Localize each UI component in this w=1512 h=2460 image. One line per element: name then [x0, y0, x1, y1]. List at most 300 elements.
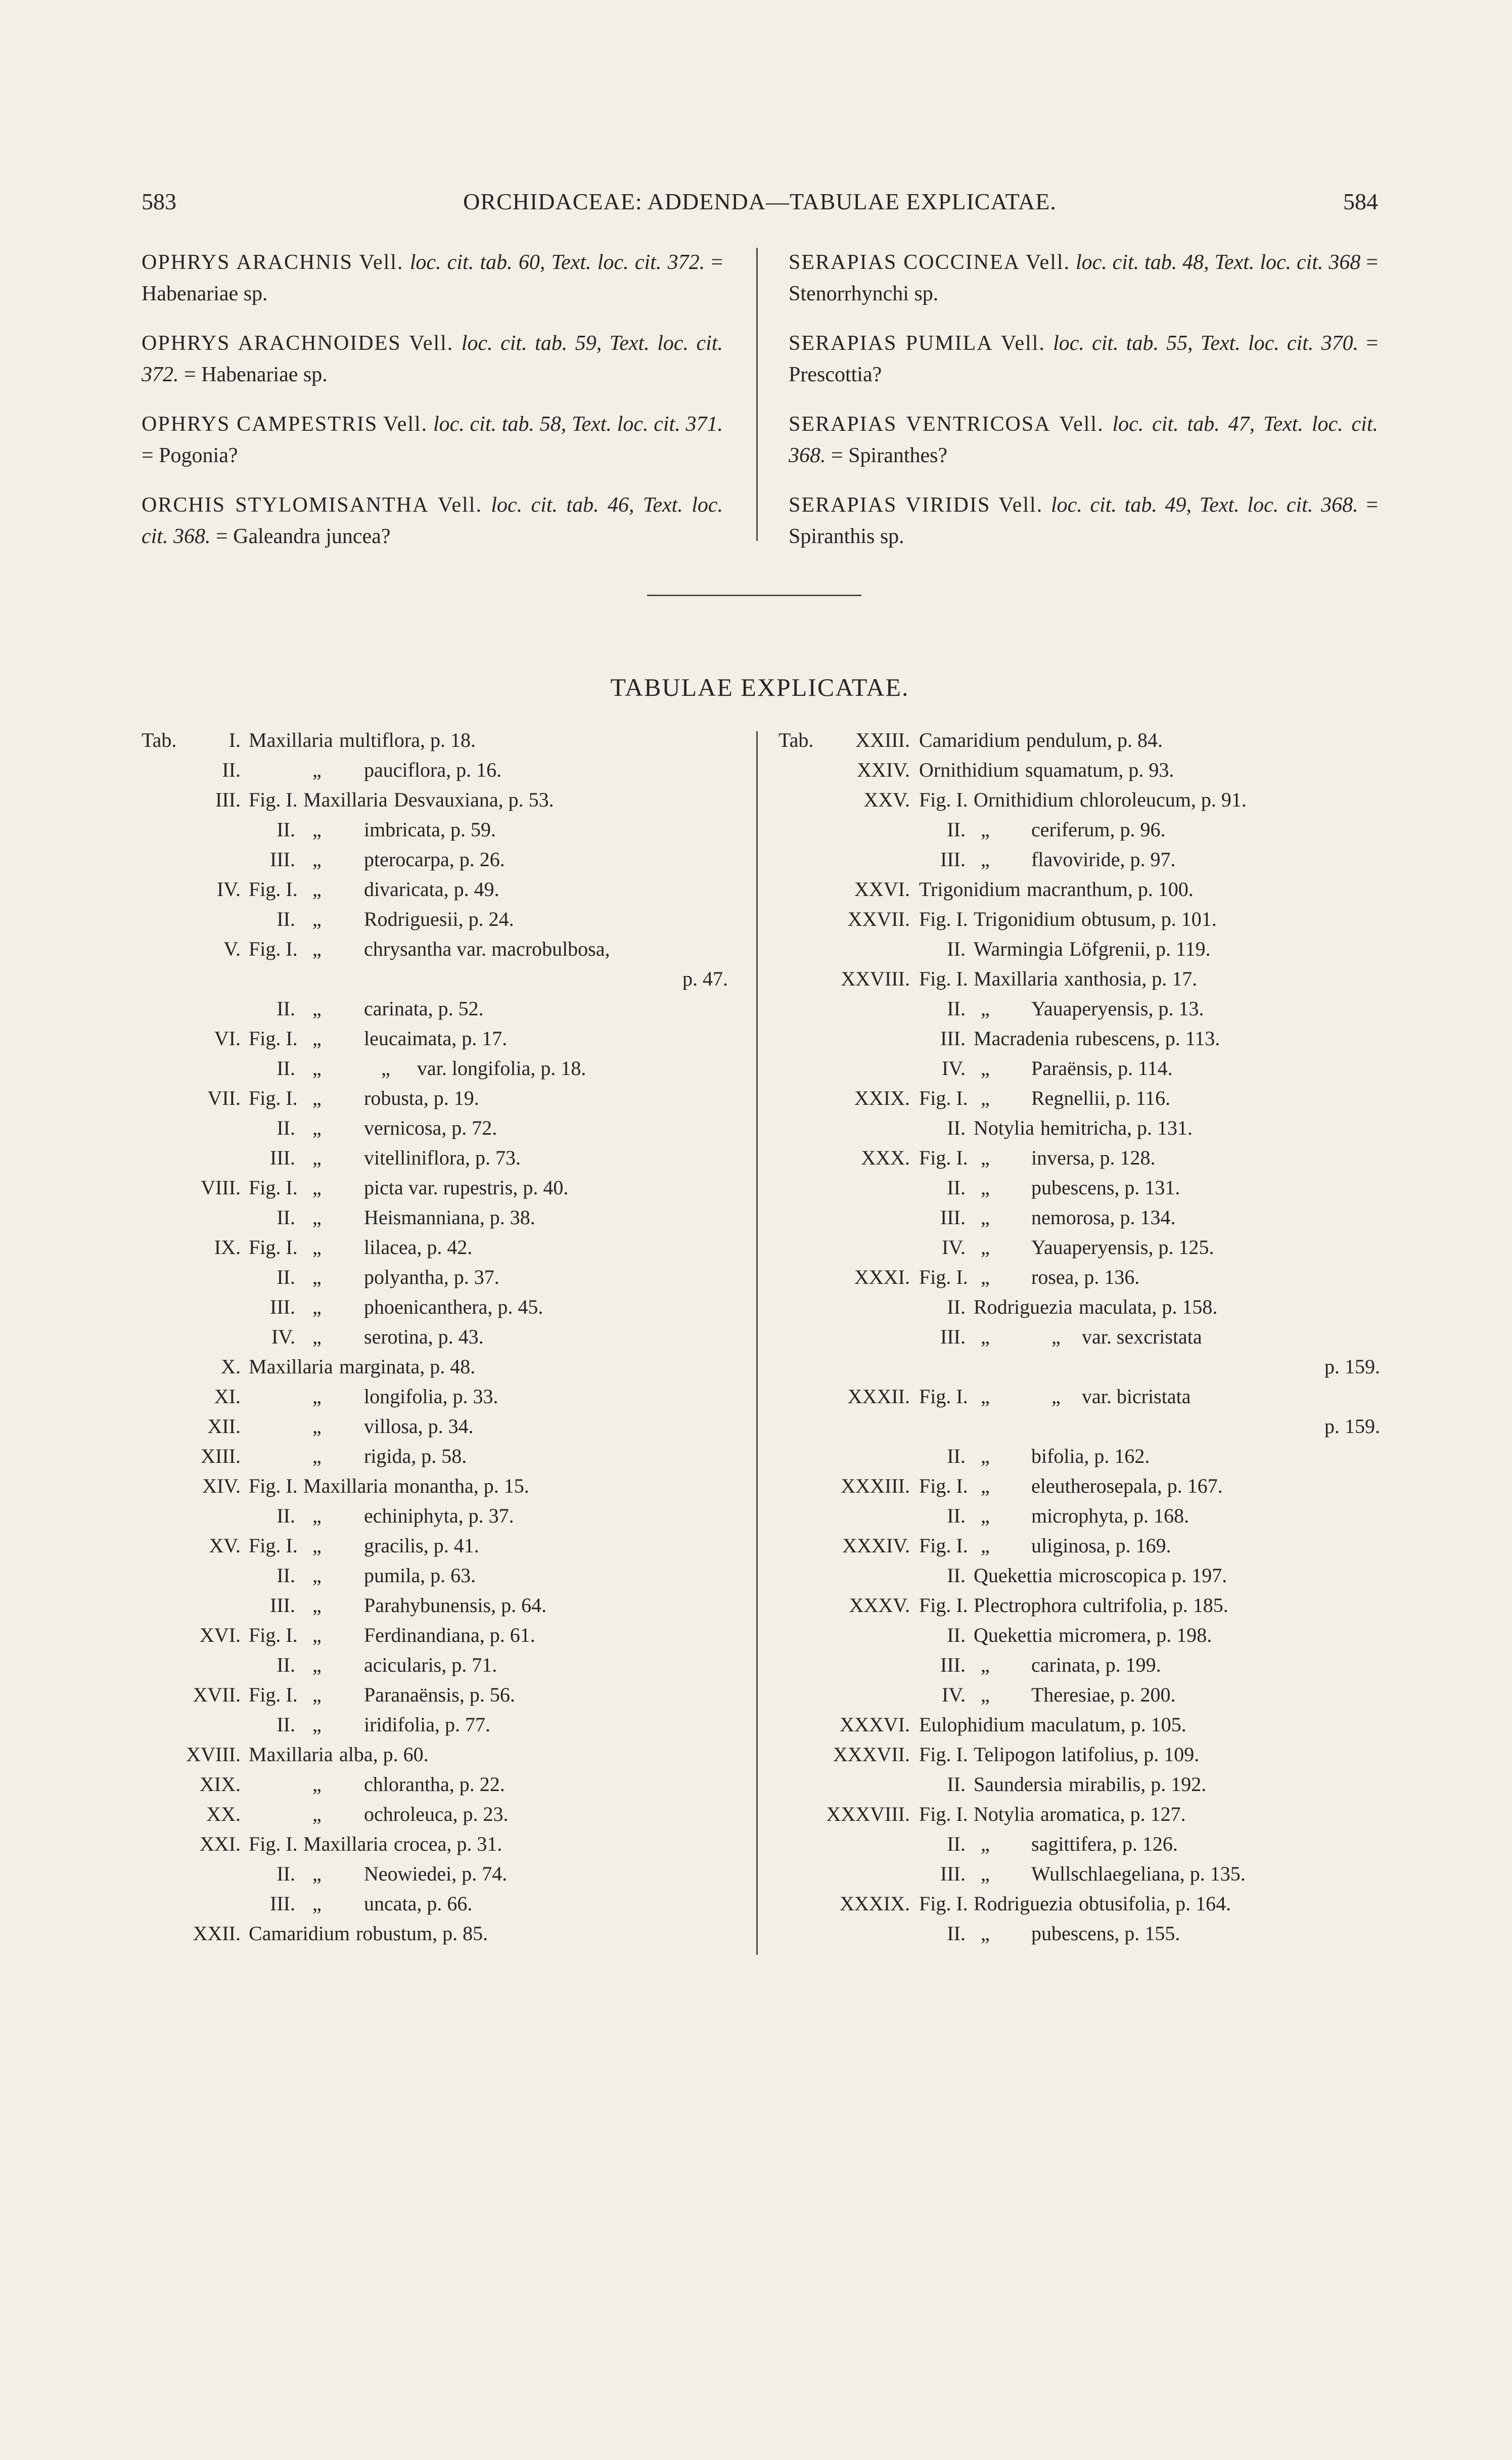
figure-number: III.: [940, 1206, 966, 1229]
species: microphyta, p. 168.: [1031, 1504, 1189, 1527]
species: chloroleucum, p. 91.: [1080, 788, 1247, 811]
species: hemitricha, p. 131.: [1040, 1116, 1193, 1139]
figure-number: III.: [270, 1594, 295, 1617]
species: Theresiae, p. 200.: [1031, 1683, 1176, 1706]
figure-number: II.: [947, 1832, 966, 1855]
figure-label: Fig. I.: [919, 1266, 968, 1288]
plate-number: VII.: [207, 1087, 241, 1109]
plate-number: X.: [221, 1355, 241, 1378]
plate-number: IV.: [216, 878, 241, 901]
plate-row: [778, 1235, 1380, 1265]
plate-row: [142, 1325, 728, 1355]
figure-label: Fig. I.: [249, 1087, 298, 1109]
plate-number: V.: [223, 937, 241, 960]
genus: Maxillaria: [249, 1743, 333, 1766]
species: Yauaperyensis, p. 125.: [1031, 1236, 1214, 1259]
plate-row: [142, 1116, 728, 1146]
plate-number: XVIII.: [186, 1743, 241, 1766]
figure-number: III.: [940, 1862, 966, 1885]
species: crocea, p. 31.: [394, 1832, 502, 1855]
plate-row: [142, 1205, 728, 1235]
species: Parahybunensis, p. 64.: [364, 1594, 547, 1617]
species: micromera, p. 198.: [1059, 1624, 1212, 1646]
addenda-entry: [789, 489, 1378, 552]
species: latifolius, p. 109.: [1062, 1743, 1200, 1766]
species: marginata, p. 48.: [339, 1355, 476, 1378]
plate-row: [778, 1265, 1380, 1295]
plate-number: I.: [228, 729, 241, 751]
plate-number: XXVIII.: [841, 967, 910, 990]
plate-number: IX.: [214, 1236, 241, 1259]
plate-number: XXII.: [193, 1922, 241, 1945]
figure-number: III.: [270, 1146, 295, 1169]
synonym: = Prescottia?: [789, 332, 1378, 386]
ditto-mark: „: [312, 1534, 322, 1557]
plate-row: [142, 1802, 728, 1832]
species: gracilis, p. 41.: [364, 1534, 479, 1557]
species: pubescens, p. 155.: [1031, 1922, 1180, 1945]
genus: Telipogon: [974, 1743, 1056, 1766]
species-name: SERAPIAS VIRIDIS: [789, 494, 991, 517]
synonym: = Spiranthes?: [831, 444, 948, 467]
species: rosea, p. 136.: [1031, 1266, 1140, 1288]
plate-row: [778, 1414, 1380, 1444]
plate-number: XXXI.: [854, 1266, 910, 1288]
ditto-mark: „: [981, 1474, 990, 1497]
ditto-mark: „: [981, 1922, 990, 1945]
ditto-mark: „: [981, 1504, 990, 1527]
genus: Ornithidium: [919, 758, 1019, 781]
genus: Maxillaria: [303, 1832, 388, 1855]
plate-row: [142, 1534, 728, 1563]
plate-number: XXXVIII.: [826, 1803, 910, 1825]
figure-label: Fig. I.: [919, 967, 968, 990]
species: ochroleuca, p. 23.: [364, 1803, 509, 1825]
plate-row: [142, 1713, 728, 1742]
plate-row: [142, 847, 728, 877]
figure-label: Fig. I.: [249, 1534, 298, 1557]
plate-row: [142, 1862, 728, 1892]
author: Vell.: [1059, 413, 1104, 436]
plates-column-right: [778, 728, 1380, 1951]
figure-number: II.: [277, 1564, 295, 1587]
plate-row: [778, 1892, 1380, 1921]
plate-row: [142, 1474, 728, 1504]
plate-row: [778, 758, 1380, 788]
figure-number: III.: [270, 1892, 295, 1915]
plate-row: [142, 1146, 728, 1176]
plate-row: [142, 877, 728, 907]
species: Paraënsis, p. 114.: [1031, 1057, 1173, 1080]
species: carinata, p. 52.: [364, 997, 484, 1020]
ditto-mark: „: [312, 937, 322, 960]
figure-label: Fig. I.: [249, 937, 298, 960]
variety: var. sexcristata: [1082, 1325, 1202, 1348]
genus: Camaridium: [249, 1922, 350, 1945]
plate-row: [142, 937, 728, 967]
figure-number: II.: [947, 1564, 966, 1587]
species-name: OPHRYS CAMPESTRIS: [142, 413, 378, 436]
ditto-mark: „: [312, 1206, 322, 1229]
figure-number: IV.: [941, 1683, 966, 1706]
author: Vell.: [359, 251, 404, 274]
species: imbricata, p. 59.: [364, 818, 496, 841]
figure-number: IV.: [271, 1325, 295, 1348]
plate-row: [142, 1414, 728, 1444]
ditto-mark: „: [312, 908, 322, 930]
figure-label: Fig. I.: [249, 1474, 298, 1497]
plate-row: [778, 997, 1380, 1026]
variety: var. bicristata: [1082, 1385, 1191, 1408]
ditto-mark: „: [312, 1266, 322, 1288]
addenda-entry: [789, 247, 1378, 309]
figure-label: Fig. I.: [249, 1832, 298, 1855]
column-divider-bottom: [756, 731, 758, 1955]
ditto-mark: „: [312, 878, 322, 901]
species: multiflora, p. 18.: [339, 729, 476, 751]
species: eleutherosepala, p. 167.: [1031, 1474, 1223, 1497]
species: pauciflora, p. 16.: [364, 758, 502, 781]
plate-number: XV.: [209, 1534, 241, 1557]
ditto-mark: „: [312, 1862, 322, 1885]
species: uliginosa, p. 169.: [1031, 1534, 1171, 1557]
ditto-mark: „: [1051, 1325, 1061, 1348]
genus: Rodriguezia: [974, 1295, 1073, 1318]
tab-label: Tab.: [778, 729, 814, 751]
plate-row: [778, 1056, 1380, 1086]
plate-row: [142, 1295, 728, 1325]
plate-row: [142, 967, 728, 997]
plate-row: [142, 1653, 728, 1683]
plate-row: [778, 788, 1380, 818]
species: Yauaperyensis, p. 13.: [1031, 997, 1204, 1020]
species: flavoviride, p. 97.: [1031, 848, 1176, 871]
figure-label: Fig. I.: [919, 908, 968, 930]
genus: Eulophidium: [919, 1713, 1025, 1736]
reference: loc. cit. tab. 60, Text. loc. cit. 372.: [409, 251, 705, 274]
reference: loc. cit. tab. 48, Text. loc. cit. 368: [1075, 251, 1361, 274]
genus: Maxillaria: [303, 1474, 388, 1497]
plate-row: [778, 1563, 1380, 1593]
species: carinata, p. 199.: [1031, 1653, 1161, 1676]
figure-number: II.: [277, 1504, 295, 1527]
species: alba, p. 60.: [339, 1743, 429, 1766]
ditto-mark: „: [312, 1564, 322, 1587]
figure-number: II.: [277, 1116, 295, 1139]
figure-label: Fig. I.: [249, 1176, 298, 1199]
plate-row: [778, 1742, 1380, 1772]
ditto-mark: „: [981, 1206, 990, 1229]
species: pterocarpa, p. 26.: [364, 848, 505, 871]
ditto-mark: „: [312, 818, 322, 841]
plate-number: XIV.: [202, 1474, 241, 1497]
ditto-mark: „: [312, 1504, 322, 1527]
plate-row: [142, 1265, 728, 1295]
species: robusta, p. 19.: [364, 1087, 479, 1109]
reference: loc. cit. tab. 49, Text. loc. cit. 368.: [1050, 494, 1358, 517]
species: Desvauxiana, p. 53.: [394, 788, 554, 811]
figure-number: II.: [277, 1653, 295, 1676]
plate-number: XX.: [206, 1803, 241, 1825]
plate-number: XXIII.: [855, 729, 910, 751]
plate-number: XXXII.: [847, 1385, 910, 1408]
plate-row: [142, 1593, 728, 1623]
plate-row: [778, 1534, 1380, 1563]
figure-number: II.: [947, 997, 966, 1020]
ditto-mark: „: [981, 1325, 990, 1348]
plate-row: [778, 967, 1380, 997]
figure-number: II.: [947, 1116, 966, 1139]
figure-number: II.: [947, 818, 966, 841]
reference: loc. cit. tab. 55, Text. loc. cit. 370.: [1053, 332, 1359, 355]
plate-row: [142, 1683, 728, 1713]
genus: Camaridium: [919, 729, 1020, 751]
plate-row: [778, 728, 1380, 758]
ditto-mark: „: [312, 1385, 322, 1408]
genus: Notylia: [974, 1116, 1034, 1139]
species: villosa, p. 34.: [364, 1415, 474, 1438]
plate-row: [142, 1384, 728, 1414]
plate-row: [142, 1504, 728, 1534]
plate-row: [778, 1623, 1380, 1653]
plate-number: VI.: [214, 1027, 241, 1050]
figure-number: IV.: [941, 1057, 966, 1080]
plate-number: XVI.: [199, 1624, 241, 1646]
plate-row: [778, 1802, 1380, 1832]
ditto-mark: „: [312, 1653, 322, 1676]
addenda-entry: [142, 247, 723, 309]
species: cultrifolia, p. 185.: [1083, 1594, 1228, 1617]
plate-number: XXV.: [863, 788, 910, 811]
figure-number: II.: [947, 1176, 966, 1199]
species: longifolia, p. 33.: [364, 1385, 498, 1408]
species: mirabilis, p. 192.: [1069, 1773, 1207, 1796]
genus: Warmingia: [974, 937, 1063, 960]
figure-number: II.: [947, 1773, 966, 1796]
species: ceriferum, p. 96.: [1031, 818, 1166, 841]
figure-number: II.: [277, 1713, 295, 1736]
figure-label: Fig. I.: [249, 1624, 298, 1646]
figure-label: Fig. I.: [919, 788, 968, 811]
ditto-mark: „: [981, 1146, 990, 1169]
species: xanthosia, p. 17.: [1064, 967, 1198, 990]
genus: Trigonidium: [919, 878, 1021, 901]
plate-row: [778, 1474, 1380, 1504]
plate-number: XII.: [207, 1415, 241, 1438]
running-title: ORCHIDACEAE: ADDENDA—TABULAE EXPLICATAE.: [463, 189, 1057, 214]
figure-number: II.: [947, 1624, 966, 1646]
plate-row: [778, 1205, 1380, 1235]
section-title: TABULAE EXPLICATAE.: [610, 673, 909, 701]
ditto-mark: „: [312, 758, 322, 781]
species: monantha, p. 15.: [394, 1474, 529, 1497]
species: sagittifera, p. 126.: [1031, 1832, 1178, 1855]
plate-row: [778, 1116, 1380, 1146]
ditto-mark: „: [312, 1027, 322, 1050]
plate-row: [142, 1026, 728, 1056]
plate-number: II.: [222, 758, 241, 781]
species: robustum, p. 85.: [356, 1922, 488, 1945]
species: maculatum, p. 105.: [1031, 1713, 1186, 1736]
plate-number: XXXIX.: [840, 1892, 910, 1915]
plate-row: [142, 1772, 728, 1802]
species: uncata, p. 66.: [364, 1892, 473, 1915]
genus: Macradenia: [974, 1027, 1069, 1050]
species: iridifolia, p. 77.: [364, 1713, 490, 1736]
plate-row: [142, 997, 728, 1026]
plate-row: [778, 1504, 1380, 1534]
genus: Trigonidium: [974, 908, 1075, 930]
plates-column-left: [142, 728, 728, 1951]
ditto-mark: „: [312, 1415, 322, 1438]
plate-row: [778, 1146, 1380, 1176]
species-name: ORCHIS STYLOMISANTHA: [142, 494, 429, 517]
species: nemorosa, p. 134.: [1031, 1206, 1176, 1229]
plate-row: [142, 1235, 728, 1265]
reference: loc. cit. tab. 59, Text. loc. cit. 372.: [142, 332, 723, 386]
running-header: [142, 188, 1378, 229]
plate-row: [142, 1086, 728, 1116]
figure-number: II.: [947, 1295, 966, 1318]
plate-row: [142, 1623, 728, 1653]
ditto-mark: „: [981, 997, 990, 1020]
ditto-mark: „: [312, 1325, 322, 1348]
ditto-mark: „: [981, 1385, 990, 1408]
species: rigida, p. 58.: [364, 1445, 467, 1467]
plate-number: XXXVII.: [833, 1743, 910, 1766]
ditto-mark: „: [312, 1445, 322, 1467]
figure-number: II.: [947, 1445, 966, 1467]
species: serotina, p. 43.: [364, 1325, 484, 1348]
figure-number: III.: [940, 1325, 966, 1348]
plate-row: [778, 1295, 1380, 1325]
page-number-left: 583: [142, 189, 176, 214]
plate-row: [778, 1384, 1380, 1414]
ditto-mark: „: [312, 1087, 322, 1109]
plate-row: [778, 1772, 1380, 1802]
figure-label: Fig. I.: [249, 788, 298, 811]
species: Löfgrenii, p. 119.: [1069, 937, 1211, 960]
species: Neowiedei, p. 74.: [364, 1862, 508, 1885]
species: aromatica, p. 127.: [1040, 1803, 1186, 1825]
species: squamatum, p. 93.: [1025, 758, 1174, 781]
plate-row: [142, 758, 728, 788]
plate-row: [142, 1892, 728, 1921]
species: Regnellii, p. 116.: [1031, 1087, 1171, 1109]
ditto-mark: „: [981, 1445, 990, 1467]
figure-label: Fig. I.: [249, 1236, 298, 1259]
plate-row: [142, 728, 728, 758]
ditto-mark: „: [312, 1116, 322, 1139]
plate-number: XXXIII.: [841, 1474, 910, 1497]
plate-row: [778, 847, 1380, 877]
plate-row: [778, 1862, 1380, 1892]
ditto-mark: „: [981, 818, 990, 841]
figure-number: II.: [277, 997, 295, 1020]
plate-row: [778, 1026, 1380, 1056]
plate-row: [778, 1921, 1380, 1951]
figure-label: Fig. I.: [919, 1474, 968, 1497]
plate-row: [142, 818, 728, 847]
ditto-mark: „: [981, 1534, 990, 1557]
ditto-mark: „: [312, 1236, 322, 1259]
species: phoenicanthera, p. 45.: [364, 1295, 543, 1318]
plate-number: XXXIV.: [842, 1534, 910, 1557]
addenda-entry: [142, 409, 723, 471]
ditto-mark: „: [312, 1773, 322, 1796]
author: Vell.: [1025, 251, 1071, 274]
figure-number: III.: [270, 1295, 295, 1318]
ditto-mark: „: [981, 1862, 990, 1885]
ditto-mark: „: [312, 848, 322, 871]
ditto-mark: „: [312, 1892, 322, 1915]
plate-row: [142, 788, 728, 818]
section-separator: [647, 595, 861, 596]
synonym: = Stenorrhynchi sp.: [789, 251, 1379, 305]
figure-label: Fig. I.: [919, 1892, 968, 1915]
plate-number: XIX.: [199, 1773, 241, 1796]
genus: Quekettia: [974, 1564, 1052, 1587]
figure-label: Fig. I.: [919, 1146, 968, 1169]
figure-number: II.: [947, 937, 966, 960]
figure-label: Fig. I.: [919, 1087, 968, 1109]
ditto-mark: „: [981, 1653, 990, 1676]
plate-row: [142, 1056, 728, 1086]
plate-number: XXXV.: [849, 1594, 910, 1617]
species: echiniphyta, p. 37.: [364, 1504, 514, 1527]
figure-number: IV.: [941, 1236, 966, 1259]
plate-row: [142, 907, 728, 937]
plate-row: [778, 1593, 1380, 1623]
synonym: = Pogonia?: [142, 444, 238, 467]
ditto-mark: „: [1051, 1385, 1061, 1408]
species: Heismanniana, p. 38.: [364, 1206, 535, 1229]
species: Paranaënsis, p. 56.: [364, 1683, 515, 1706]
species: pendulum, p. 84.: [1026, 729, 1163, 751]
species: rubescens, p. 113.: [1075, 1027, 1220, 1050]
plate-row: [142, 1176, 728, 1205]
ditto-mark: „: [981, 1176, 990, 1199]
plate-number: XXVII.: [847, 908, 910, 930]
reference: loc. cit. tab. 58, Text. loc. cit. 371.: [433, 413, 723, 436]
figure-number: III.: [940, 1653, 966, 1676]
genus: Notylia: [974, 1803, 1034, 1825]
ditto-mark: „: [312, 1146, 322, 1169]
figure-number: III.: [940, 1027, 966, 1050]
genus: Rodriguezia: [974, 1892, 1073, 1915]
plate-row: [778, 1176, 1380, 1205]
reference: loc. cit. tab. 46, Text. loc. cit. 368.: [142, 494, 723, 548]
author: Vell.: [437, 494, 482, 517]
figure-label: Fig. I.: [919, 1385, 968, 1408]
addenda-entry: [142, 328, 723, 390]
variety: var. longifolia, p. 18.: [417, 1057, 586, 1080]
continuation: p. 159.: [1324, 1355, 1380, 1378]
ditto-mark: „: [312, 1713, 322, 1736]
species-name: OPHRYS ARACHNOIDES: [142, 332, 401, 355]
species-name: SERAPIAS PUMILA: [789, 332, 993, 355]
species: pubescens, p. 131.: [1031, 1176, 1180, 1199]
plate-row: [142, 1563, 728, 1593]
figure-label: Fig. I.: [249, 1027, 298, 1050]
plate-row: [778, 1444, 1380, 1474]
plate-number: XXI.: [199, 1832, 241, 1855]
ditto-mark: „: [981, 1266, 990, 1288]
genus: Saundersia: [974, 1773, 1063, 1796]
plate-row: [142, 1742, 728, 1772]
figure-number: II.: [947, 1504, 966, 1527]
ditto-mark: „: [981, 1832, 990, 1855]
